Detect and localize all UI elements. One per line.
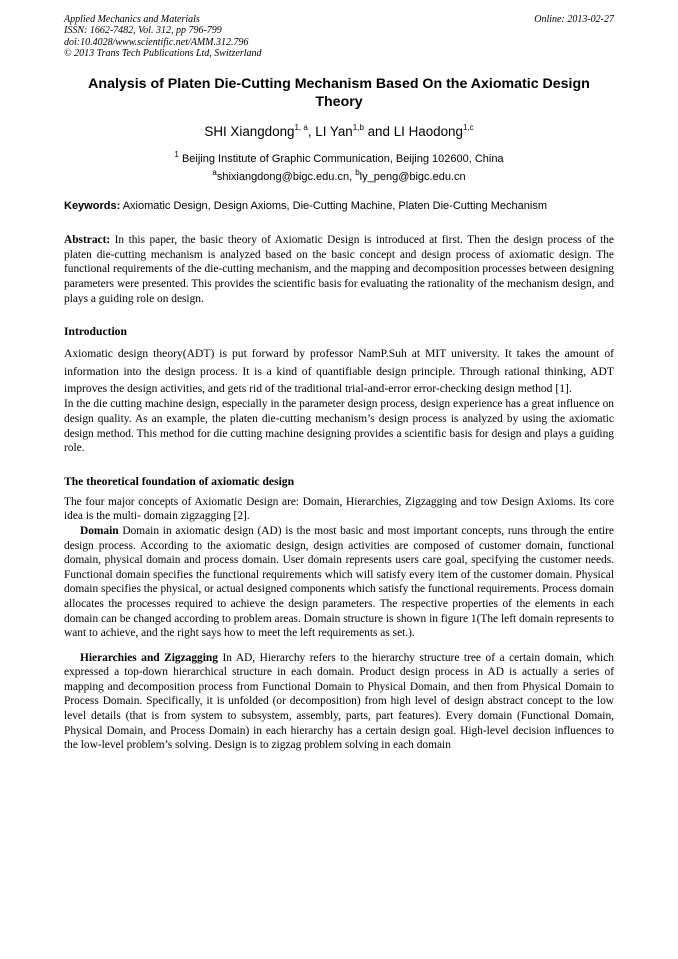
abstract-text: In this paper, the basic theory of Axiomatic Design is introduced at first. Then the design process of the platen die-cutting mechanism is analyzed based on the basic concept and design process of axiomatic design. The functional requirements of the die-cutting mechanism, and the mapping and decomposition processes between designing parameters were presented. This provides the scientific basis for evaluating the rationality of the mechanism design, and plays a guiding role on design. xyxy=(64,234,614,305)
keywords-text: Axiomatic Design, Design Axioms, Die-Cutting Machine, Platen Die-Cutting Mechanism xyxy=(122,200,547,213)
affiliation xyxy=(64,149,614,167)
author-affil-mark: 1,b xyxy=(352,122,364,132)
author-affil-mark: 1, a xyxy=(294,122,308,132)
issn: ISSN: 1662-7482, Vol. 312, pp 796-799 xyxy=(64,25,222,37)
paper-page xyxy=(64,14,614,753)
author-name: LI Haodong xyxy=(393,124,463,140)
domain-paragraph xyxy=(64,524,614,641)
theory-paragraph: The four major concepts of Axiomatic Design are: Domain, Hierarchies, Zigzagging and tow Design Axioms. Its core idea is the multi- domain zigzagging [2]. xyxy=(64,495,614,523)
introduction-paragraph: Axiomatic design theory(ADT) is put forward by professor NamP.Suh at MIT university. It takes the amount of information into the design process. It is a kind of quantifiable design principle. Through rational thinking, ADT improves the design activities, and gets rid of the traditional trial-and-error error-checking design method [1]. xyxy=(64,347,614,395)
author-affil-mark: 1,c xyxy=(462,122,474,132)
hierarchies-paragraph xyxy=(64,651,614,753)
online-date: Online: 2013-02-27 xyxy=(534,14,614,25)
keywords-label: Keywords: xyxy=(64,200,121,213)
journal-header xyxy=(64,14,614,59)
author-separator: , xyxy=(307,124,316,140)
email-text: shixiangdong@bigc.edu.cn, xyxy=(216,171,356,184)
hierarchies-lead: Hierarchies and Zigzagging xyxy=(80,651,218,664)
affiliation-text: Beijing Institute of Graphic Communication, Beijing 102600, China xyxy=(181,153,504,166)
doi: doi:10.4028/www.scientific.net/AMM.312.796 xyxy=(64,36,249,48)
email-mark: a xyxy=(212,167,217,177)
author-list xyxy=(64,124,614,140)
keywords xyxy=(64,199,614,213)
domain-lead: Domain xyxy=(80,524,119,537)
author-separator: and xyxy=(363,124,394,140)
author-name: SHI Xiangdong xyxy=(204,124,295,140)
affiliation-mark: 1 xyxy=(174,149,179,159)
theory-heading: The theoretical foundation of axiomatic design xyxy=(64,474,295,488)
abstract xyxy=(64,233,614,306)
introduction-heading: Introduction xyxy=(64,325,127,339)
email-mark: b xyxy=(355,167,360,177)
introduction-paragraph: In the die cutting machine design, especially in the parameter design process, design experience has a great influence on design quality. As an example, the platen die-cutting mechanism’s design process is analyzed by using the axiomatic design method. This method for die cutting machine designing provides a scientific basis for design and plays a guiding role. xyxy=(64,398,614,455)
journal-name: Applied Mechanics and Materials xyxy=(64,14,200,25)
paper-title: Analysis of Platen Die-Cutting Mechanism Based On the Axiomatic Design Theory xyxy=(88,76,590,111)
hierarchies-text: In AD, Hierarchy refers to the hierarchy structure tree of a certain domain, which expressed a top-down hierarchical structure in each domain. Product design process in AD is actually a series of mapping and decomposition process from Functional Domain to Physical Domain, and then from Physical Domain to Process Domain. Specifically, it is unfolded (or decomposition) from high level of design abstract concept to the low level details (that is from system to subsystem, assembly, parts, part features). Every domain (Functional Domain, Physical Domain, and Process Domain) in each hierarchy has a certain design goal. High-level decision influences to the low-level problem’s solving. Design is to zigzag problem solving in each domain xyxy=(64,651,614,752)
author-emails xyxy=(64,167,614,184)
copyright: © 2013 Trans Tech Publications Ltd, Switzerland xyxy=(64,47,262,59)
author-name: LI Yan xyxy=(315,124,353,140)
abstract-label: Abstract: xyxy=(64,234,111,247)
domain-text: Domain in axiomatic design (AD) is the most basic and most important concepts, runs through the entire design process. According to the axiomatic design, design activities are composed of customer domain, functional domain, physical domain and process domain. User domain represents users care goal, specifying the customer needs. Functional domain specifies the functional requirements which will satisfy every item of the customer domain. Physical domain specifies the physical, or actual designed components which satisfy the functional requirements. Process domain allocates the processes required to achieve the design parameters. The respective properties of the elements in each domain can be changed according to problem areas. Domain structure is shown in figure 1(The left domain represents to want to achieve, and the right says how to meet the left requirements as set.). xyxy=(64,524,614,640)
email-text: ly_peng@bigc.edu.cn xyxy=(359,171,466,184)
